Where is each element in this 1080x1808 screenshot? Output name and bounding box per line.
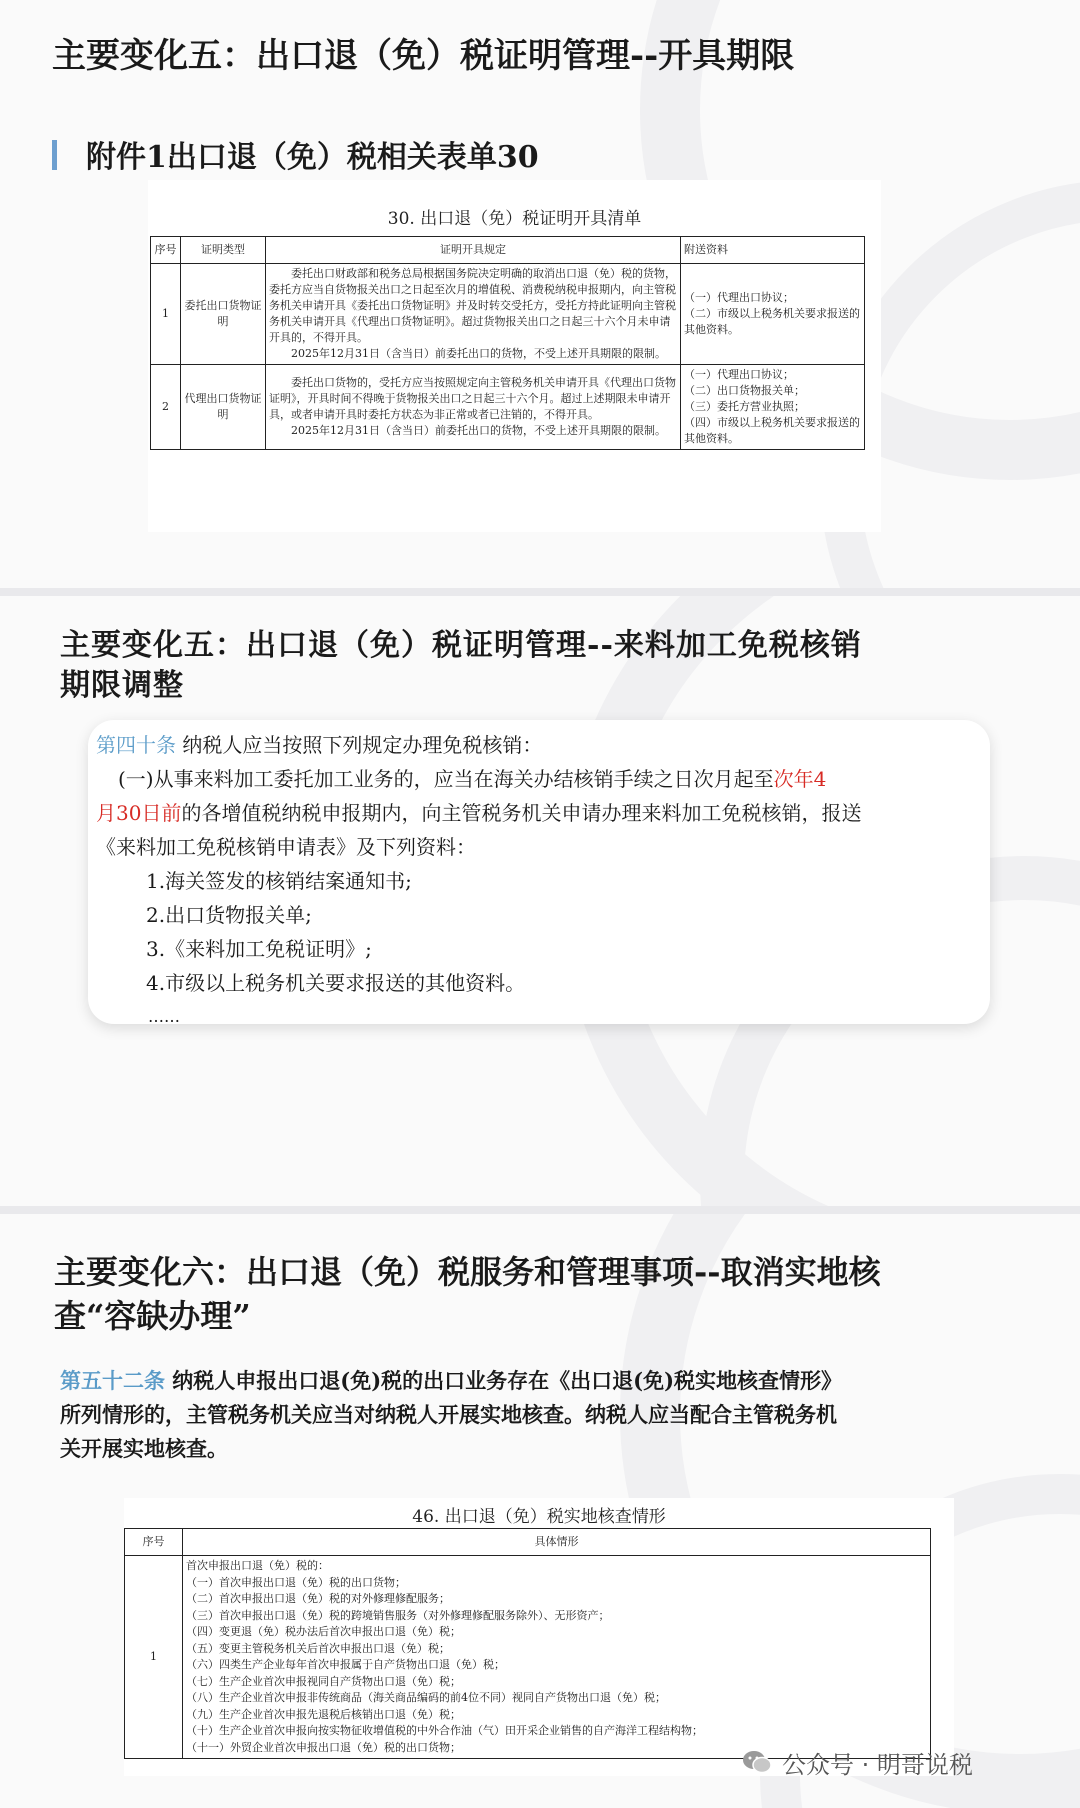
table-header-row [125, 1529, 931, 1556]
rule-paragraph: 2025年12月31日（含当日）前委托出口的货物，不受上述开具期限的限制。 [291, 424, 666, 437]
table-row [151, 264, 865, 365]
regulation-card [88, 720, 990, 1024]
article-text [96, 728, 976, 1034]
title-line: 期限调整 [60, 668, 184, 703]
list-item: 2.出口货物报关单; [146, 903, 312, 927]
column-header: 证明类型 [181, 237, 266, 264]
attachments [681, 264, 865, 365]
column-header: 具体情形 [183, 1529, 931, 1556]
article-paragraph: 《来料加工免税核销申请表》及下列资料： [96, 835, 476, 859]
article-label: 第五十二条 [60, 1368, 165, 1393]
attachments [681, 365, 865, 450]
situation-line: （八）生产企业首次申报非传统商品（海关商品编码的前4位不同）视同自产货物出口退（免）税； [186, 1691, 666, 1704]
article-paragraph [96, 796, 976, 830]
certificate-type: 委托出口货物证明 [181, 264, 266, 365]
rule-paragraph: 委托出口财政部和税务总局根据国务院决定明确的取消出口退（免）税的货物，委托方应当自货物报关出口之日起至次月的增值税、消费税纳税申报期内，向主管税务机关申请开具《委托出口货物证明》并及时转交受托方，受托方持此证明向主管税务机关申请开具《代理出口货物证明》。超过货物报关出口之日起三十六个月未申请开具的，不得开具。 [269, 267, 676, 344]
table-row [125, 1556, 931, 1759]
article-lead: 纳税人应当按照下列规定办理免税核销： [176, 733, 543, 757]
article-line [60, 1364, 1060, 1398]
slide-export-certificate-deadline [0, 0, 1080, 588]
highlight-deadline: 次年4 [773, 767, 827, 791]
slide-title [54, 1250, 881, 1338]
row-number: 2 [151, 365, 181, 450]
attachment-item: （一）代理出口协议； [684, 291, 794, 304]
certificate-table-wrap [150, 236, 864, 450]
list-item: 3.《来料加工免税证明》; [146, 937, 372, 961]
paragraph-text: (一)从事来料加工委托加工业务的，应当在海关办结核销手续之日次月起至 [118, 767, 774, 791]
situation-line: 首次申报出口退（免）税的： [186, 1559, 329, 1572]
situation-line: （一）首次申报出口退（免）税的出口货物； [186, 1575, 406, 1589]
article-label: 第四十条 [96, 733, 176, 757]
document-title: 46. 出口退（免）税实地核查情形 [412, 1507, 666, 1527]
column-header: 序号 [125, 1529, 183, 1556]
highlight-deadline: 月30日前 [96, 801, 182, 825]
inspection-table-wrap [124, 1528, 930, 1759]
column-header: 附送资料 [681, 237, 865, 264]
list-item: 1.海关签发的核销结案通知书; [146, 869, 412, 893]
title-line: 主要变化六：出口退（免）税服务和管理事项--取消实地核 [54, 1253, 881, 1291]
situation-line: （十一）外贸企业首次申报出口退（免）税的出口货物； [186, 1740, 461, 1754]
certificate-table [150, 236, 865, 450]
article-line: 所列情形的，主管税务机关应当对纳税人开展实地核查。纳税人应当配合主管税务机 [60, 1402, 837, 1427]
article-line: 关开展实地核查。 [60, 1436, 228, 1461]
list-item: 4.市级以上税务机关要求报送的其他资料。 [146, 971, 526, 995]
attachment-item: （三）委托方营业执照； [684, 400, 805, 413]
attachment-item: （一）代理出口协议； [684, 368, 794, 381]
column-header: 证明开具规定 [266, 237, 681, 264]
attachment-item: （四）市级以上税务机关要求报送的其他资料。 [684, 416, 860, 445]
slide-title [60, 626, 862, 706]
certificate-rule [266, 365, 681, 450]
table-row [151, 365, 865, 450]
row-number: 1 [151, 264, 181, 365]
title-line: 查“容缺办理” [54, 1297, 251, 1335]
title-line: 主要变化五：出口退（免）税证明管理--来料加工免税核销 [60, 628, 862, 663]
situation-line: （五）变更主管税务机关后首次申报出口退（免）税； [186, 1641, 450, 1655]
column-header: 序号 [151, 237, 181, 264]
article-text-part: 纳税人申报出口退(免)税的出口业务存在《出口退(免)税实地核查情形》 [165, 1368, 843, 1393]
situation-line: （四）变更退（免）税办法后首次申报出口退（免）税； [186, 1625, 461, 1638]
document-title: 30. 出口退（免）税证明开具清单 [387, 209, 642, 229]
situation-list [183, 1556, 931, 1759]
slide-onsite-inspection [0, 1214, 1080, 1808]
slide-divider [0, 588, 1080, 596]
watermark-text: 公众号 · 明哥说税 [782, 1750, 973, 1779]
rule-paragraph: 2025年12月31日（含当日）前委托出口的货物，不受上述开具期限的限制。 [291, 347, 666, 360]
situation-line: （九）生产企业首次申报先退税后核销出口退（免）税； [186, 1707, 461, 1721]
situation-line: （七）生产企业首次申报视同自产货物出口退（免）税； [186, 1674, 461, 1688]
table-header-row [151, 237, 865, 264]
certificate-type: 代理出口货物证明 [181, 365, 266, 450]
accent-bar [52, 140, 57, 170]
document-excerpt [124, 1498, 954, 1776]
row-number: 1 [125, 1556, 183, 1759]
situation-line: （二）首次申报出口退（免）税的对外修理修配服务； [186, 1592, 450, 1605]
ellipsis: …… [148, 1007, 180, 1026]
article-heading [96, 728, 976, 762]
paragraph-text: 的各增值税纳税申报期内，向主管税务机关申请办理来料加工免税核销，报送 [181, 801, 862, 825]
attachment-item: （二）出口货物报关单； [684, 384, 805, 397]
document-excerpt [148, 180, 881, 532]
situation-line: （三）首次申报出口退（免）税的跨境销售服务（对外修理修配服务除外）、无形资产； [186, 1608, 610, 1622]
article-text [60, 1364, 1060, 1466]
inspection-table [124, 1528, 931, 1759]
slide-title: 主要变化五：出口退（免）税证明管理--开具期限 [52, 36, 795, 76]
situation-line: （十）生产企业首次申报向按实物征收增值税的中外合作油（气）田开采企业销售的自产海洋工程结构物； [186, 1724, 703, 1737]
slide-processing-writeoff-deadline [0, 596, 1080, 1206]
slide-subtitle: 附件1出口退（免）税相关表单30 [86, 140, 539, 175]
slide-divider [0, 1206, 1080, 1214]
watermark [742, 1742, 973, 1782]
situation-line: （六）四类生产企业每年首次申报属于自产货物出口退（免）税； [186, 1658, 505, 1671]
article-paragraph [96, 762, 976, 796]
rule-paragraph: 委托出口货物的，受托方应当按照规定向主管税务机关申请开具《代理出口货物证明》，开具时间不得晚于货物报关出口之日起三十六个月。超过上述期限未申请开具，或者申请开具时委托方状态为非正常或者已注销的，不得开具。 [269, 376, 676, 421]
attachment-item: （二）市级以上税务机关要求报送的其他资料。 [684, 307, 860, 336]
certificate-rule [266, 264, 681, 365]
wechat-icon [742, 1749, 772, 1775]
